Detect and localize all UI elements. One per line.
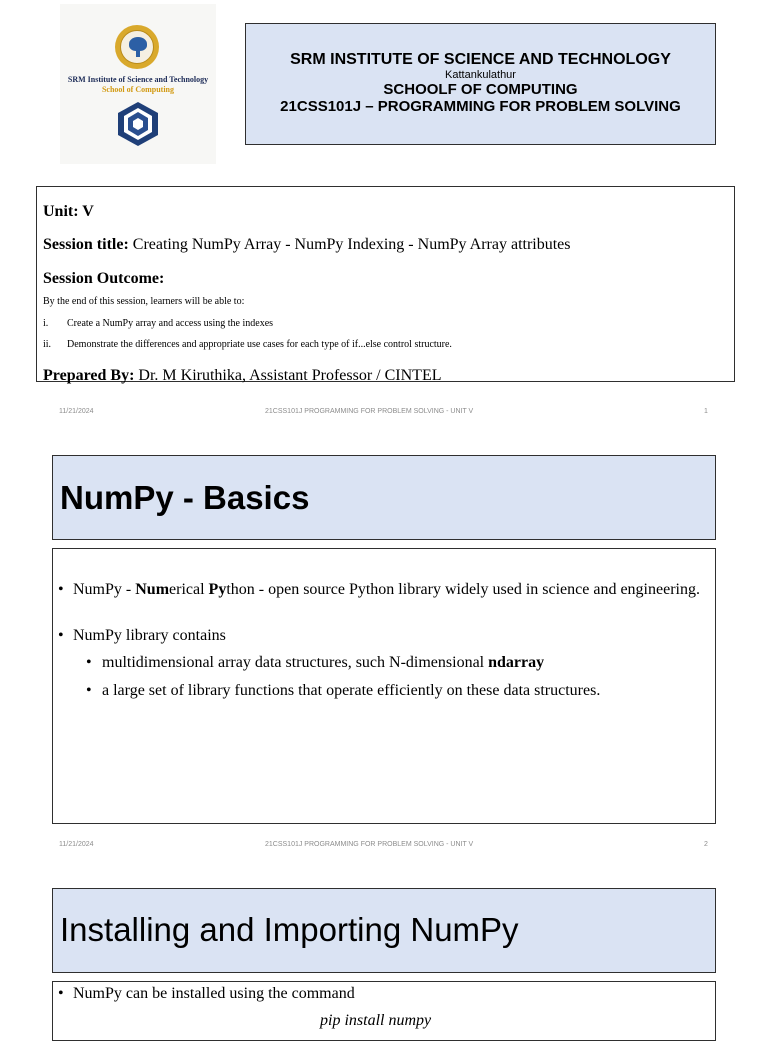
sub-bullet-item: • a large set of library functions that operate efficiently on these data structures.: [86, 682, 601, 699]
outcome-intro: By the end of this session, learners will be able to:: [43, 296, 245, 307]
outcome-item: i. Create a NumPy array and access using the indexes: [43, 318, 274, 329]
footer-date: 11/21/2024: [59, 841, 94, 848]
footer-date: 11/21/2024: [59, 408, 94, 415]
school-cube-icon: [116, 100, 160, 148]
school-name: SCHOOLF OF COMPUTING: [383, 81, 578, 98]
install-command: pip install numpy: [320, 1012, 432, 1029]
bullet-icon: •: [58, 985, 64, 1002]
campus-name: Kattankulathur: [445, 69, 516, 81]
footer-page-number: 2: [704, 841, 708, 848]
bullet-icon: •: [58, 627, 64, 644]
session-title: Session title: Creating NumPy Array - NumPy Indexing - NumPy Array attributes: [43, 236, 571, 253]
sub-bullet-item: • multidimensional array data structures, such N-dimensional ndarray: [86, 654, 545, 671]
institute-title: SRM INSTITUTE OF SCIENCE AND TECHNOLOGY: [290, 51, 671, 68]
srm-emblem-icon: [115, 25, 159, 69]
outcome-item: ii. Demonstrate the differences and appropriate use cases for each type of if...else control structure.: [43, 339, 452, 350]
institution-header: [245, 23, 716, 145]
slide-title: Installing and Importing NumPy: [60, 911, 519, 948]
slide-title: NumPy - Basics: [60, 479, 310, 516]
footer-page-number: 1: [704, 408, 708, 415]
footer-course: 21CSS101J PROGRAMMING FOR PROBLEM SOLVING - UNIT V: [265, 408, 474, 415]
footer-course: 21CSS101J PROGRAMMING FOR PROBLEM SOLVING - UNIT V: [265, 841, 474, 848]
srm-logo: [60, 4, 216, 164]
logo-institute-name: SRM Institute of Science and Technology: [67, 75, 209, 84]
bullet-icon: •: [86, 654, 92, 671]
bullet-icon: •: [58, 581, 64, 598]
bullet-icon: •: [86, 682, 92, 699]
prepared-by: Prepared By: Dr. M Kiruthika, Assistant Professor / CINTEL: [43, 367, 442, 384]
bullet-item: • NumPy can be installed using the command: [58, 985, 355, 1002]
unit-label: Unit: V: [43, 203, 94, 220]
logo-school-name: School of Computing: [101, 85, 174, 94]
bullet-item: • NumPy library contains: [58, 627, 226, 644]
course-title: 21CSS101J – PROGRAMMING FOR PROBLEM SOLVING: [280, 98, 681, 115]
bullet-item: • NumPy - Numerical Python - open source Python library widely used in science and engineering.: [58, 581, 700, 598]
session-outcome-heading: Session Outcome:: [43, 270, 165, 287]
